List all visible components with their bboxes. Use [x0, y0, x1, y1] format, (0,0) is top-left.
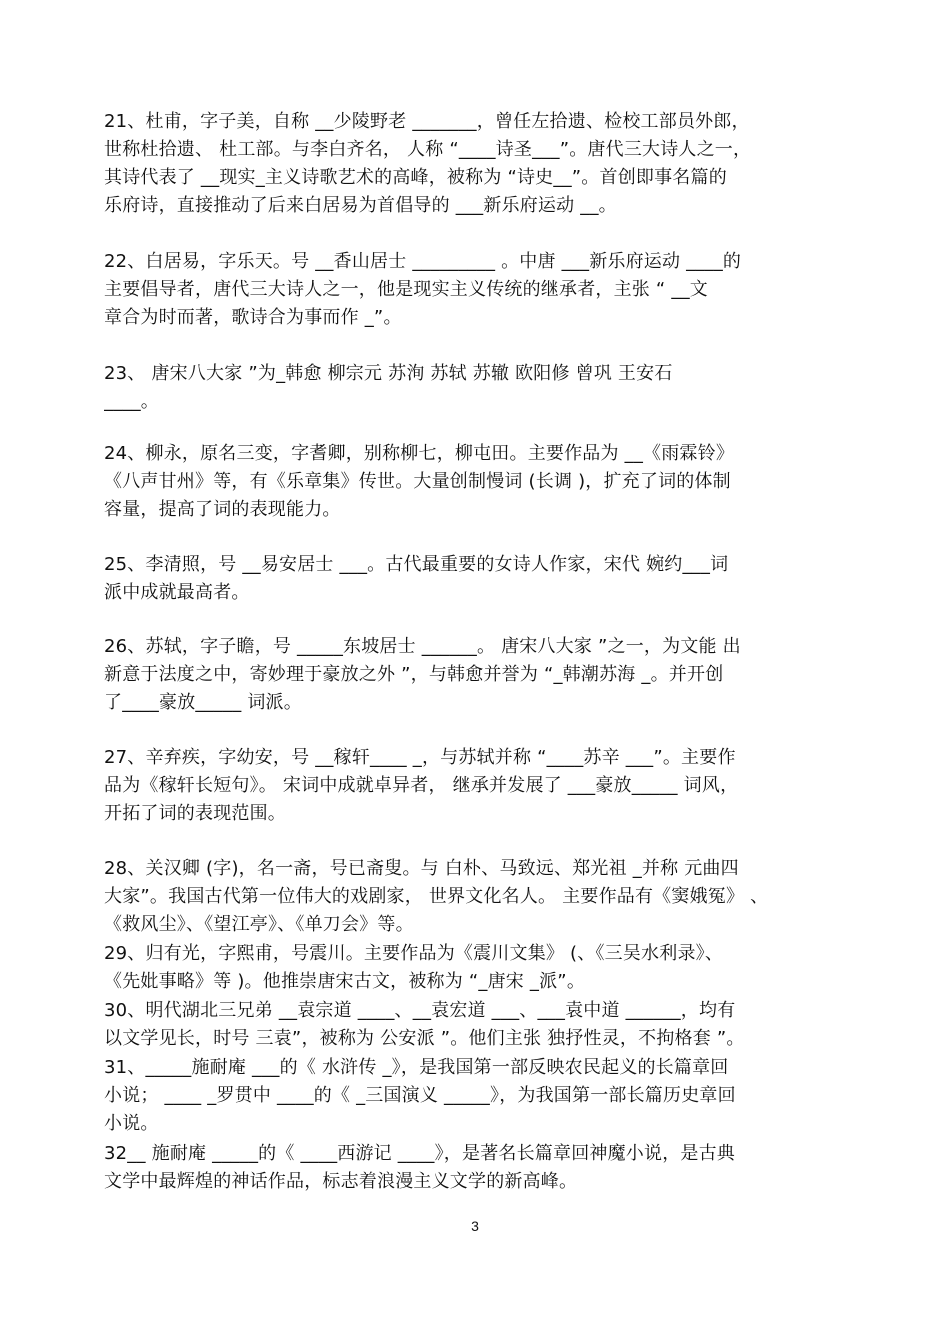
text-line-23b: ____。 — [104, 391, 159, 412]
text-line-28c: 《救风尘》、《望江亭》、《单刀会》等。 — [104, 914, 414, 935]
text-line-31c: 小说。 — [104, 1113, 159, 1134]
text-line-31b: 小说； ____ _罗贯中 ____的《 _三国演义 _____》，为我国第一部长篇历史章回 — [104, 1085, 736, 1106]
text-line-24b: 《八声甘州》等，有《乐章集》传世。大量创制慢词 (长调 )，扩充了词的体制 — [104, 471, 731, 492]
text-line-29a: 29、归有光，字熙甫，号震川。主要作品为《震川文集》 (、《三吴水利录》、 — [104, 943, 724, 964]
text-line-22c: 章合为时而著，歌诗合为事而作 _”。 — [104, 307, 402, 328]
text-line-28a: 28、关汉卿 (字)，名一斋，号已斋叟。与 白朴、马致远、郑光祖 _并称 元曲四 — [104, 858, 739, 879]
text-line-25a: 25、李清照，号 __易安居士 ___。古代最重要的女诗人作家，宋代 婉约___词 — [104, 554, 729, 575]
text-line-27c: 开拓了词的表现范围。 — [104, 803, 286, 824]
page-number: 3 — [471, 1218, 479, 1234]
text-line-21c: 其诗代表了 __现实_主义诗歌艺术的高峰，被称为 “诗史__”。首创即事名篇的 — [104, 167, 727, 188]
text-line-26a: 26、苏轼，字子瞻，号 _____东坡居士 ______。 唐宋八大家 ”之一，为文能 出 — [104, 636, 741, 657]
text-line-25b: 派中成就最高者。 — [104, 582, 250, 603]
text-line-26b: 新意于法度之中，寄妙理于豪放之外 ”，与韩愈并誉为 “_韩潮苏海 _。并开创 — [104, 664, 724, 685]
text-line-29b: 《先妣事略》等 )。他推崇唐宋古文，被称为 “_唐宋 _派”。 — [104, 971, 586, 992]
text-line-30b: 以文学见长，时号 三袁”，被称为 公安派 ”。他们主张 独抒性灵，不拘格套 ”。 — [104, 1028, 745, 1049]
text-line-32b: 文学中最辉煌的神话作品，标志着浪漫主义文学的新高峰。 — [104, 1171, 578, 1192]
text-line-22b: 主要倡导者，唐代三大诗人之一，他是现实主义传统的继承者，主张 “ __文 — [104, 279, 708, 300]
text-line-28b: 大家”。我国古代第一位伟大的戏剧家， 世界文化名人。 主要作品有《窦娥冤》 、 — [104, 886, 769, 907]
text-line-27b: 品为《稼轩长短句》。 宋词中成就卓异者， 继承并发展了 ___豪放_____ 词风， — [104, 775, 739, 796]
text-line-32a: 32__ 施耐庵 _____的《 ____西游记 ____》，是著名长篇章回神魔小说，是古典 — [104, 1143, 735, 1164]
text-line-21a: 21、杜甫，字子美，自称 __少陵野老 _______，曾任左拾遗、检校工部员外郎， — [104, 111, 750, 132]
text-line-24a: 24、柳永，原名三变，字耆卿，别称柳七，柳屯田。主要作品为 __《雨霖铃》 — [104, 443, 735, 464]
text-line-26c: 了____豪放_____ 词派。 — [104, 692, 302, 713]
text-line-21b: 世称杜拾遗、 杜工部。与李白齐名， 人称 “____诗圣___”。唐代三大诗人之一， — [104, 139, 752, 160]
text-line-24c: 容量，提高了词的表现能力。 — [104, 499, 341, 520]
text-line-30a: 30、明代湖北三兄弟 __袁宗道 ____、__袁宏道 ___、___袁中道 ______，均有 — [104, 1000, 736, 1021]
text-line-22a: 22、白居易，字乐天。号 __香山居士 _________ 。中唐 ___新乐府运动 ____的 — [104, 251, 742, 272]
text-line-23a: 23、 唐宋八大家 ”为_韩愈 柳宗元 苏洵 苏轼 苏辙 欧阳修 曾巩 王安石 — [104, 363, 673, 384]
text-line-21d: 乐府诗，直接推动了后来白居易为首倡导的 ___新乐府运动 __。 — [104, 195, 617, 216]
text-line-31a: 31、_____施耐庵 ___的《 水浒传 _》，是我国第一部反映农民起义的长篇章回 — [104, 1057, 729, 1078]
text-line-27a: 27、辛弃疾，字幼安，号 __稼轩____ _，与苏轼并称 “____苏辛 ___”。主要作 — [104, 747, 736, 768]
